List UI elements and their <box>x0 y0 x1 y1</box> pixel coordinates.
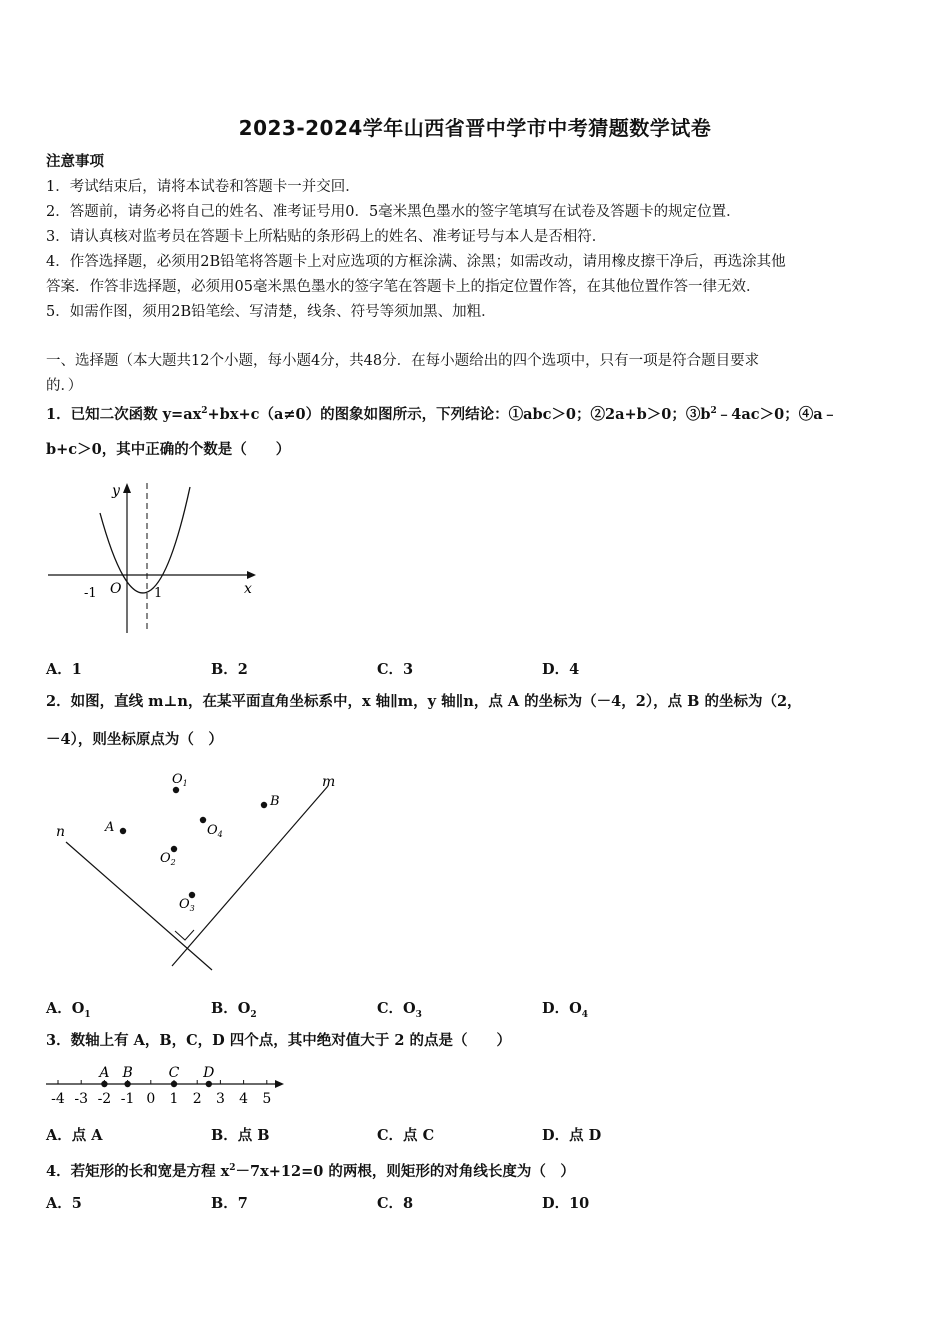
q4-stem: 4．若矩形的长和宽是方程 $x^2-7x+12=0$ 的两根，则矩形的对角线长度为（ ） <box>46 1162 575 1180</box>
tick-label: 3 <box>215 1091 225 1107</box>
label-a: A <box>105 820 115 835</box>
y-label: y <box>112 483 120 499</box>
tick-label: -4 <box>51 1091 65 1107</box>
point-label-a: A <box>99 1065 110 1081</box>
x-axis-arrow <box>247 571 256 579</box>
notice-item: 5．如需作图，须用2B铅笔绘、写清楚，线条、符号等须加黑、加粗． <box>46 304 496 320</box>
label-n: n <box>56 824 66 840</box>
point-o1 <box>173 787 179 793</box>
label-o1: $O_1$ <box>172 772 188 788</box>
tick-label: 2 <box>192 1091 202 1107</box>
q1-option-d[interactable]: D．4 <box>542 661 580 678</box>
tick-label: -1 <box>120 1091 135 1107</box>
label-o3: $O_3$ <box>179 897 195 913</box>
notice-item: 2．答题前，请务必将自己的姓名、准考证号用0．5毫米黑色墨水的签字笔填写在试卷及答题卡的规定位置． <box>46 204 741 220</box>
q2-option-d[interactable]: D．$O_4$ <box>542 1000 588 1020</box>
point-b <box>124 1081 130 1087</box>
q3-stem: 3．数轴上有 A，B，C，D 四个点，其中绝对值大于 2 的点是（ ） <box>46 1032 511 1049</box>
q4-option-a[interactable]: A．5 <box>46 1195 82 1212</box>
notice-item: 4．作答选择题，必须用2B铅笔将答题卡上对应选项的方框涂满、涂黑；如需改动，请用橡皮擦干净后，再选涂其他 <box>46 254 786 270</box>
q1-parabola-figure <box>44 475 266 640</box>
q1-stem: 1．已知二次函数 $y=ax^2+bx+c(a\ne 0)$的图象如图所示，下列结论：①abc＞0；②2a+b＞0；$③b^2﹣4ac>0$；④a﹣ <box>46 405 838 423</box>
line-m <box>172 786 328 966</box>
point-b <box>261 802 267 808</box>
origin-label: O <box>110 581 122 597</box>
q1-stem-cont: b+c＞0，其中正确的个数是（ ） <box>46 441 291 458</box>
point-label-b: B <box>122 1065 133 1081</box>
q3-option-d[interactable]: D．点 D <box>542 1127 602 1144</box>
point-o2 <box>171 846 177 852</box>
tick-label: 4 <box>239 1091 249 1107</box>
point-c <box>171 1081 177 1087</box>
q2-stem-cont: －4），则坐标原点为（ ） <box>46 731 223 748</box>
q4-option-b[interactable]: B．7 <box>211 1195 248 1212</box>
right-angle-mark <box>175 930 194 940</box>
q1-option-c[interactable]: C．3 <box>377 661 414 678</box>
tick-label-1: 1 <box>154 586 163 601</box>
point-o3 <box>189 892 195 898</box>
q1-option-b[interactable]: B．2 <box>211 661 248 678</box>
notice-item: 1．考试结束后，请将本试卷和答题卡一并交回． <box>46 179 360 195</box>
q3-option-b[interactable]: B．点 B <box>211 1127 270 1144</box>
label-b: B <box>270 794 280 809</box>
point-label-c: C <box>168 1065 180 1081</box>
y-axis-arrow <box>123 483 131 493</box>
point-a <box>120 828 126 834</box>
q3-option-c[interactable]: C．点 C <box>377 1127 435 1144</box>
section-heading-cont: 的．） <box>46 378 83 394</box>
point-o4 <box>200 817 206 823</box>
q3-option-a[interactable]: A．点 A <box>46 1127 103 1144</box>
q1-option-a[interactable]: A．1 <box>46 661 82 678</box>
q2-stem: 2．如图，直线 m⊥n，在某平面直角坐标系中，x 轴∥m，y 轴∥n，点 A 的坐标为（－4，2），点 B 的坐标为（2， <box>46 693 802 710</box>
tick-label: 0 <box>146 1091 156 1107</box>
tick-label: 1 <box>169 1091 179 1107</box>
section-heading: 一、选择题（本大题共12个小题，每小题4分，共48分．在每小题给出的四个选项中，只有一项是符合题目要求 <box>46 353 760 369</box>
q2-perpendicular-figure <box>44 764 344 976</box>
number-line-arrow <box>275 1080 284 1088</box>
tick-label: -3 <box>74 1091 89 1107</box>
tick-label: 5 <box>262 1091 272 1107</box>
q4-option-c[interactable]: C．8 <box>377 1195 414 1212</box>
notice-item: 3．请认真核对监考员在答题卡上所粘贴的条形码上的姓名、准考证号与本人是否相符． <box>46 229 607 245</box>
point-d <box>206 1081 212 1087</box>
x-label: x <box>244 581 252 597</box>
q4-option-d[interactable]: D．10 <box>542 1195 590 1212</box>
parabola-curve <box>100 487 190 593</box>
notice-item: 答案．作答非选择题，必须用05毫米黑色墨水的签字笔在答题卡上的指定位置作答，在其他位置作答一律无效． <box>46 279 761 295</box>
page-title: 2023-2024学年山西省晋中学市中考猜题数学试卷 <box>238 116 712 140</box>
q2-option-b[interactable]: B．$O_2$ <box>211 1000 257 1020</box>
point-label-d: D <box>203 1065 215 1081</box>
point-a <box>101 1081 107 1087</box>
q2-option-a[interactable]: A．$O_1$ <box>46 1000 91 1020</box>
label-m: m <box>322 774 336 790</box>
tick-label: -2 <box>97 1091 112 1107</box>
notice-heading: 注意事项 <box>46 153 104 170</box>
q2-option-c[interactable]: C．$O_3$ <box>377 1000 422 1020</box>
label-o4: $O_4$ <box>207 823 223 839</box>
tick-label-neg1: -1 <box>84 586 97 601</box>
q3-number-line <box>44 1062 290 1108</box>
label-o2: $O_2$ <box>160 851 176 867</box>
